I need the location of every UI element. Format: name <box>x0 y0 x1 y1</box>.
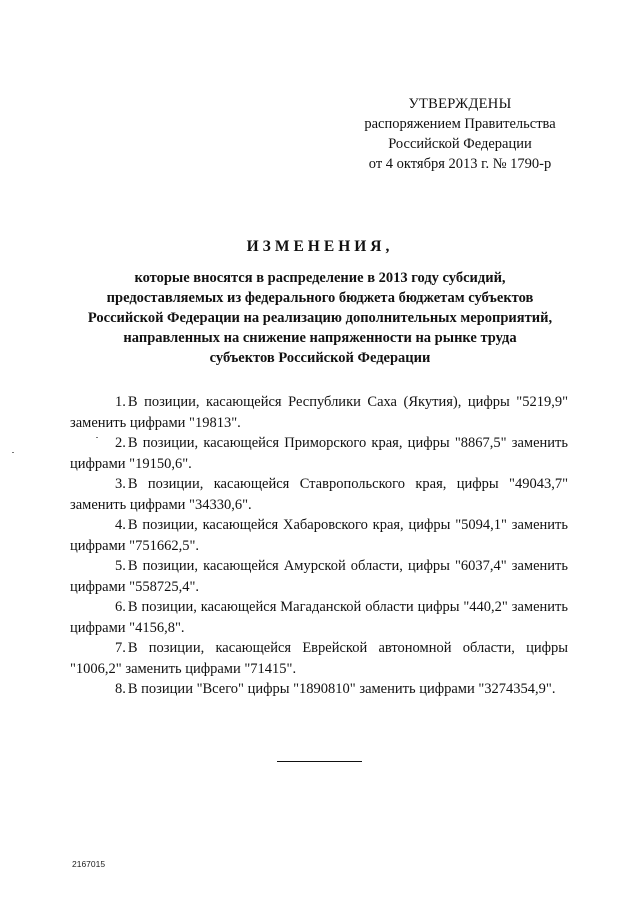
item-number: 1. <box>115 394 126 410</box>
change-item-3 <box>70 474 568 515</box>
change-item-1 <box>70 392 568 433</box>
closing-divider <box>277 761 362 762</box>
item-text: В позиции, касающейся Магаданской области цифры "440,2" заменить цифрами "4156,8". <box>70 599 568 636</box>
change-item-2 <box>70 433 568 474</box>
scan-speck <box>96 437 98 438</box>
item-number: 4. <box>115 517 126 533</box>
item-text: В позиции, касающейся Амурской области, цифры "6037,4" заменить цифрами "558725,4". <box>70 558 568 595</box>
title-line-3: Российской Федерации на реализацию дополнительных мероприятий, <box>87 310 553 326</box>
change-item-4 <box>70 515 568 556</box>
item-number: 5. <box>115 558 126 574</box>
item-number: 3. <box>115 476 126 492</box>
item-text: В позиции, касающейся Ставропольского края, цифры "49043,7" заменить цифрами "34330,6". <box>70 476 568 513</box>
title-main: ИЗМЕНЕНИЯ, <box>246 238 394 255</box>
change-item-7 <box>70 638 568 679</box>
approval-line-decree: распоряжением Правительства <box>364 116 556 132</box>
changes-list <box>70 392 568 700</box>
item-number: 7. <box>115 640 126 656</box>
approval-block <box>355 94 565 174</box>
approval-line-government: Российской Федерации <box>388 136 532 152</box>
document-title <box>70 238 570 368</box>
change-item-8 <box>70 679 568 700</box>
title-line-2: предоставляемых из федерального бюджета бюджетам субъектов <box>106 290 534 306</box>
change-item-6 <box>70 597 568 638</box>
item-text: В позиции, касающейся Еврейской автономной области, цифры "1006,2" заменить цифрами "71415". <box>70 640 568 677</box>
change-item-5 <box>70 556 568 597</box>
title-line-1: которые вносятся в распределение в 2013 году субсидий, <box>134 270 506 286</box>
item-number: 6. <box>115 599 126 615</box>
item-text: В позиции, касающейся Республики Саха (Якутия), цифры "5219,9" заменить цифрами "19813". <box>70 394 568 431</box>
scan-speck <box>12 452 14 453</box>
approval-heading: УТВЕРЖДЕНЫ <box>408 96 512 112</box>
approval-line-date: от 4 октября 2013 г. № 1790-р <box>368 156 552 172</box>
item-text: В позиции, касающейся Приморского края, цифры "8867,5" заменить цифрами "19150,6". <box>70 435 568 472</box>
item-text: В позиции, касающейся Хабаровского края, цифры "5094,1" заменить цифрами "751662,5". <box>70 517 568 554</box>
item-text: В позиции "Всего" цифры "1890810" заменить цифрами "3274354,9". <box>127 681 556 697</box>
title-line-5: субъектов Российской Федерации <box>209 350 431 366</box>
item-number: 8. <box>115 681 126 697</box>
title-line-4: направленных на снижение напряженности на рынке труда <box>123 330 517 346</box>
document-code: 2167015 <box>72 859 106 869</box>
item-number: 2. <box>115 435 126 451</box>
